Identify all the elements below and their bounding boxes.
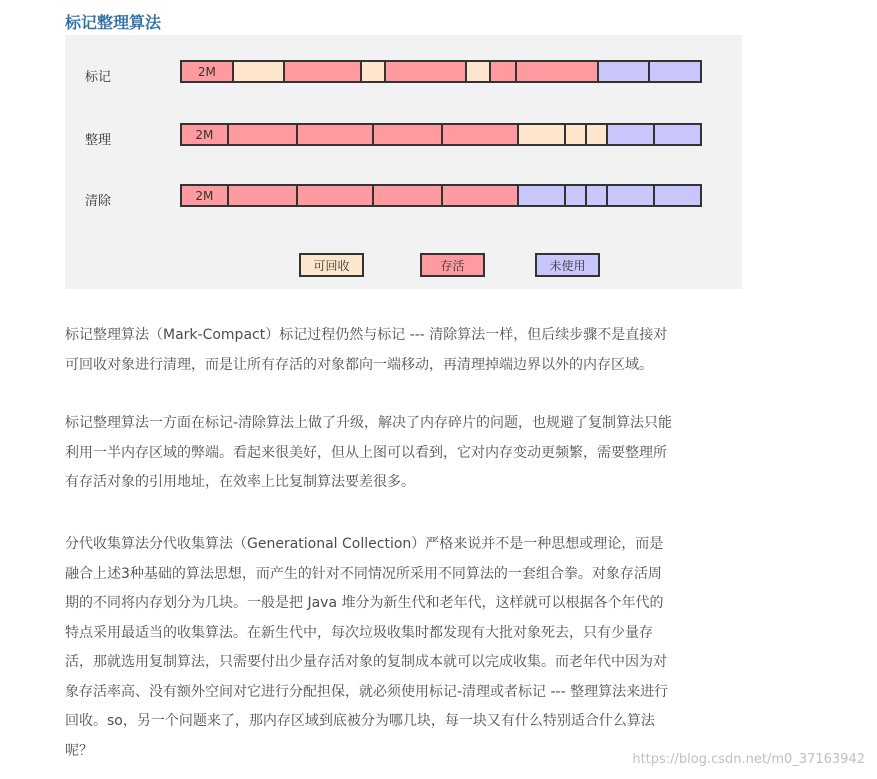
- memory-block-recl: [519, 125, 566, 144]
- memory-bar: [180, 184, 702, 207]
- memory-block-recl: [234, 62, 286, 81]
- paragraph-line: 标记整理算法一方面在标记-清除算法上做了升级，解决了内存碎片的问题，也规避了复制算法只能: [65, 415, 673, 431]
- memory-block-live: [374, 186, 443, 205]
- memory-block-free: [599, 62, 651, 81]
- legend-item-recl: 可回收: [299, 253, 364, 277]
- paragraph-line: 融合上述3种基础的算法思想，而产生的针对不同情况所采用不同算法的一套组合拳。对象存活周: [65, 565, 662, 582]
- paragraph-line: 活，那就选用复制算法，只需要付出少量存活对象的复制成本就可以完成收集。而老年代中因为对: [65, 654, 667, 670]
- memory-block-free: [655, 186, 700, 205]
- paragraph-line: 标记整理算法（Mark-Compact）标记过程仍然与标记 --- 清除算法一样，但后续步骤不是直接对: [65, 327, 668, 343]
- paragraph: [65, 321, 750, 380]
- memory-block-live: [285, 62, 361, 81]
- memory-block-free: [587, 186, 608, 205]
- memory-block-free: [655, 125, 700, 144]
- memory-block-live: [443, 186, 519, 205]
- paragraph-line: 期的不同将内存划分为几块。一般是把 Java 堆分为新生代和老年代，这样就可以根据各个年代的: [65, 595, 664, 611]
- memory-block-live: [229, 125, 298, 144]
- memory-block-recl: [566, 125, 587, 144]
- memory-block-free: [608, 186, 655, 205]
- memory-block-live: [374, 125, 443, 144]
- memory-diagram: [65, 35, 742, 289]
- paragraph-line: 象存活率高、没有额外空间对它进行分配担保，就必须使用标记-清理或者标记 --- 整理算法来进行: [65, 683, 669, 700]
- memory-block-live: [517, 62, 598, 81]
- row-label: 整理: [85, 133, 112, 148]
- memory-block-live: 2M: [182, 62, 234, 81]
- paragraph-line: 特点采用最适当的收集算法。在新生代中，每次垃圾收集时都发现有大批对象死去，只有少量存: [65, 624, 653, 641]
- paragraph-line: 利用一半内存区域的弊端。看起来很美好，但从上图可以看到，它对内存变动更频繁，需要整理所: [65, 444, 667, 461]
- memory-block-free: [566, 186, 587, 205]
- row-label: 标记: [85, 70, 112, 85]
- memory-bar: [180, 123, 702, 146]
- memory-block-live: [386, 62, 467, 81]
- memory-block-free: [650, 62, 700, 81]
- paragraph-line: 可回收对象进行清理，而是让所有存活的对象都向一端移动，再清理掉端边界以外的内存区域。: [65, 356, 653, 373]
- memory-block-recl: [587, 125, 608, 144]
- memory-bar: [180, 60, 702, 83]
- memory-block-live: [491, 62, 518, 81]
- paragraph-line: 呢？: [65, 742, 93, 759]
- memory-block-live: 2M: [182, 125, 229, 144]
- paragraph-line: 有存活对象的引用地址，在效率上比复制算法要差很多。: [65, 474, 415, 490]
- memory-block-live: [229, 186, 298, 205]
- memory-block-free: [608, 125, 655, 144]
- legend-item-free: 未使用: [535, 253, 600, 277]
- watermark: https://blog.csdn.net/m0_37163942: [632, 752, 865, 767]
- memory-block-free: [519, 186, 566, 205]
- memory-block-live: [298, 125, 374, 144]
- paragraph-line: 分代收集算法分代收集算法（Generational Collection）严格来说并不是一种思想或理论，而是: [65, 536, 664, 552]
- paragraph-line: 回收。so，另一个问题来了，那内存区域到底被分为哪几块，每一块又有什么特别适合什么算法: [65, 713, 655, 729]
- memory-block-live: [443, 125, 519, 144]
- row-label: 清除: [85, 194, 112, 209]
- legend-item-live: 存活: [420, 253, 485, 277]
- paragraph: [65, 409, 750, 498]
- memory-block-live: 2M: [182, 186, 229, 205]
- paragraph: [65, 530, 750, 766]
- memory-block-live: [298, 186, 374, 205]
- memory-block-recl: [362, 62, 386, 81]
- memory-block-recl: [467, 62, 490, 81]
- section-title: 标记整理算法: [65, 13, 162, 32]
